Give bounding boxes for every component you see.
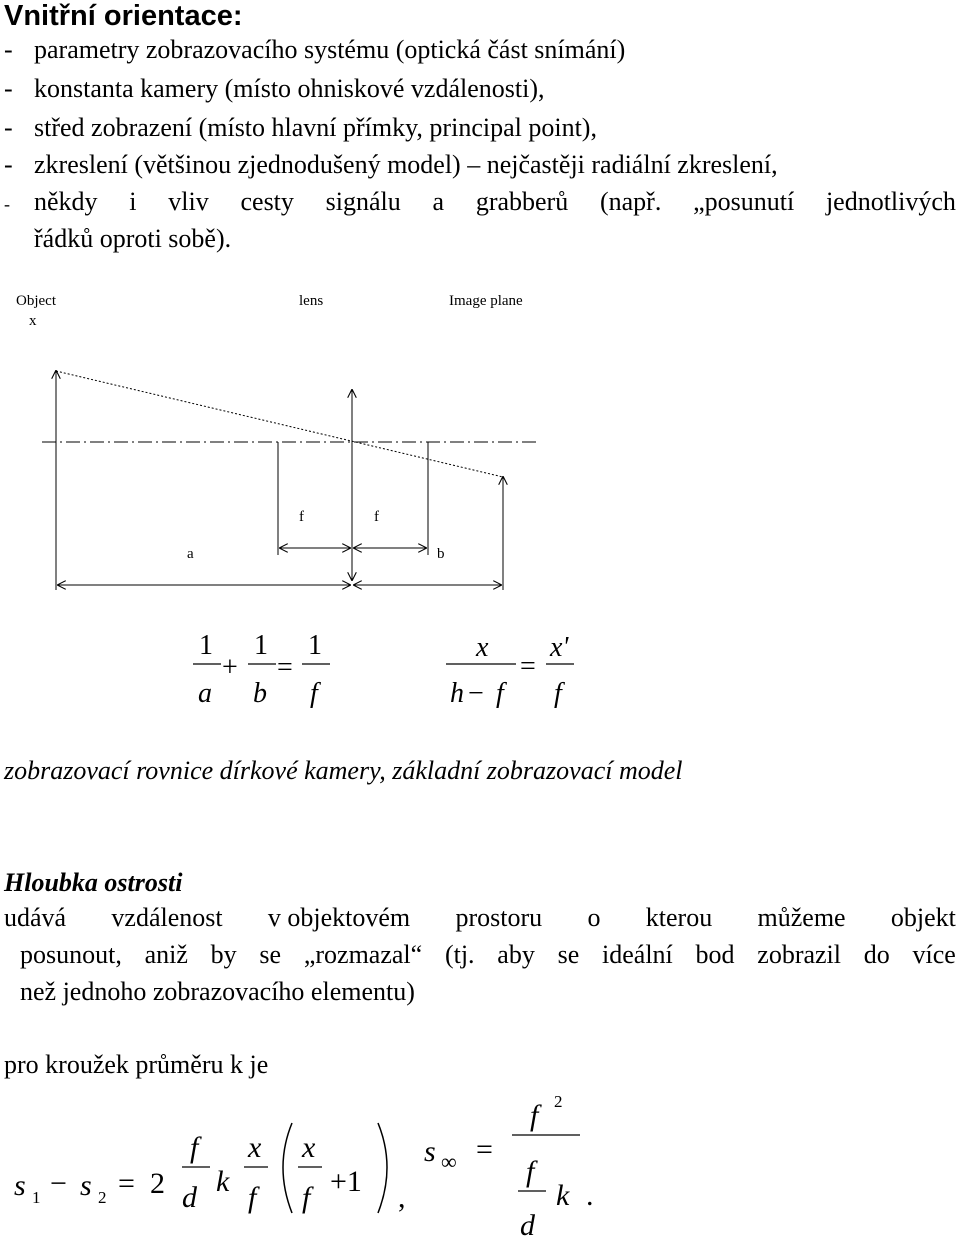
eq-denominator-h: h xyxy=(450,678,464,709)
section2-paragraph-line3: než jednoho zobrazovacího elementu) xyxy=(20,977,415,1006)
eq-denominator: f xyxy=(310,678,318,709)
bullet-dash: - xyxy=(4,74,13,103)
word: někdy xyxy=(34,187,98,216)
eq-denominator: b xyxy=(253,678,267,709)
bullet-dash: - xyxy=(4,35,13,64)
principal-ray xyxy=(56,371,503,477)
image-plane-label: Image plane xyxy=(449,293,523,309)
word: vliv xyxy=(168,187,209,216)
word: v objektovém xyxy=(267,903,411,932)
symbol-k: k xyxy=(556,1179,570,1212)
symbol-d: d xyxy=(182,1181,197,1214)
word: můžeme xyxy=(757,903,846,932)
bullet-item xyxy=(4,187,34,217)
word: aby xyxy=(497,940,535,969)
word: o xyxy=(587,903,601,932)
symbol-f: f xyxy=(248,1181,257,1214)
word: signálu xyxy=(325,187,401,216)
depth-of-field-formula xyxy=(0,1085,960,1249)
symbol-s: s xyxy=(80,1169,92,1202)
word: zobrazil xyxy=(757,940,842,969)
eq-numerator: x xyxy=(476,632,489,663)
section-heading: Vnitřní orientace: xyxy=(4,0,243,32)
symbol-x: x xyxy=(248,1131,262,1164)
word: i xyxy=(129,187,137,216)
eq-equals: = xyxy=(520,651,536,682)
symbol-f: f xyxy=(190,1131,199,1164)
bullet-text: parametry zobrazovacího systému (optická část snímání) xyxy=(34,35,626,64)
bullet-item xyxy=(4,150,778,180)
equation-caption: zobrazovací rovnice dírkové kamery, základní zobrazovací model xyxy=(4,756,683,785)
word: posunout, xyxy=(20,940,122,969)
circle-of-confusion-line: pro kroužek průměru k je xyxy=(4,1050,269,1079)
period: . xyxy=(586,1179,594,1212)
bullet-item xyxy=(4,74,545,104)
section2-title: Hloubka ostrosti xyxy=(4,868,183,897)
word: udává xyxy=(4,903,67,932)
symbol-d: d xyxy=(520,1209,535,1242)
bullet-dash: - xyxy=(4,113,13,142)
focal-label-right: f xyxy=(374,509,379,525)
word: kterou xyxy=(645,903,713,932)
word: prostoru xyxy=(455,903,543,932)
lens-equation xyxy=(180,620,350,720)
eq-denominator: f xyxy=(554,678,562,709)
eq-denominator-f: f xyxy=(496,678,504,709)
eq-numerator: x' xyxy=(550,632,569,663)
word: bod xyxy=(695,940,735,969)
eq-equals: = xyxy=(277,652,293,683)
symbol-s: s xyxy=(14,1169,26,1202)
operator-equals: = xyxy=(476,1133,493,1166)
subscript: 1 xyxy=(32,1188,41,1207)
word: grabberů xyxy=(475,187,569,216)
word: se xyxy=(557,940,580,969)
eq-numerator: 1 xyxy=(254,630,268,661)
symbol-f: f xyxy=(302,1181,311,1214)
word: by xyxy=(210,940,237,969)
eq-denominator: a xyxy=(198,678,212,709)
eq-plus: + xyxy=(222,652,238,683)
lens-label: lens xyxy=(299,293,324,309)
paren-right xyxy=(378,1123,387,1213)
operator-minus: − xyxy=(50,1167,67,1200)
bullet-text: střed zobrazení (místo hlavní přímky, principal point), xyxy=(34,113,597,142)
focal-label-left: f xyxy=(299,509,304,525)
section2-paragraph-line1 xyxy=(4,903,956,933)
word: ideální xyxy=(602,940,673,969)
distance-a-label: a xyxy=(187,546,194,562)
paren-left xyxy=(283,1123,292,1213)
subscript: 2 xyxy=(98,1188,107,1207)
word: a xyxy=(432,187,445,216)
bullet-text: zkreslení (většinou zjednodušený model) – nejčastěji radiální zkreslení, xyxy=(34,150,778,179)
symbol-x: x xyxy=(302,1131,316,1164)
eq-numerator: 1 xyxy=(199,630,213,661)
bullet-item xyxy=(4,35,625,65)
lens-diagram xyxy=(0,280,960,610)
comma: , xyxy=(398,1181,406,1214)
symbol-f: f xyxy=(526,1155,535,1188)
word: „posunutí xyxy=(693,187,795,216)
bullet-dash: - xyxy=(4,194,10,214)
symbol-s: s xyxy=(424,1135,436,1168)
word: do xyxy=(863,940,890,969)
word: (tj. xyxy=(444,940,475,969)
bullet-text-justified xyxy=(34,187,956,217)
word: (např. xyxy=(599,187,662,216)
word: jednotlivých xyxy=(825,187,956,216)
distance-b-label: b xyxy=(437,546,445,562)
object-x-label: x xyxy=(29,313,37,329)
word: „rozmazal“ xyxy=(303,940,423,969)
word: více xyxy=(912,940,956,969)
bullet-item xyxy=(4,113,597,143)
symbol-f: f xyxy=(530,1099,539,1132)
object-label: Object xyxy=(16,293,56,309)
word: vzdálenost xyxy=(111,903,223,932)
bullet-text: konstanta kamery (místo ohniskové vzdálenosti), xyxy=(34,74,545,103)
superscript-two: 2 xyxy=(554,1092,563,1111)
number-two: 2 xyxy=(150,1167,165,1200)
bullet-dash: - xyxy=(4,150,13,179)
symbol-k: k xyxy=(216,1165,230,1198)
operator-equals: = xyxy=(118,1167,135,1200)
word: cesty xyxy=(240,187,294,216)
word: objekt xyxy=(890,903,956,932)
bullet-continuation: řádků oproti sobě). xyxy=(34,224,232,253)
ratio-equation xyxy=(440,620,590,720)
word: aniž xyxy=(144,940,188,969)
eq-denominator-minus: − xyxy=(468,678,484,709)
subscript-infinity: ∞ xyxy=(441,1149,457,1174)
section2-paragraph-line2 xyxy=(20,940,956,970)
eq-numerator: 1 xyxy=(308,630,322,661)
word: se xyxy=(259,940,282,969)
plus-one: +1 xyxy=(330,1165,362,1198)
